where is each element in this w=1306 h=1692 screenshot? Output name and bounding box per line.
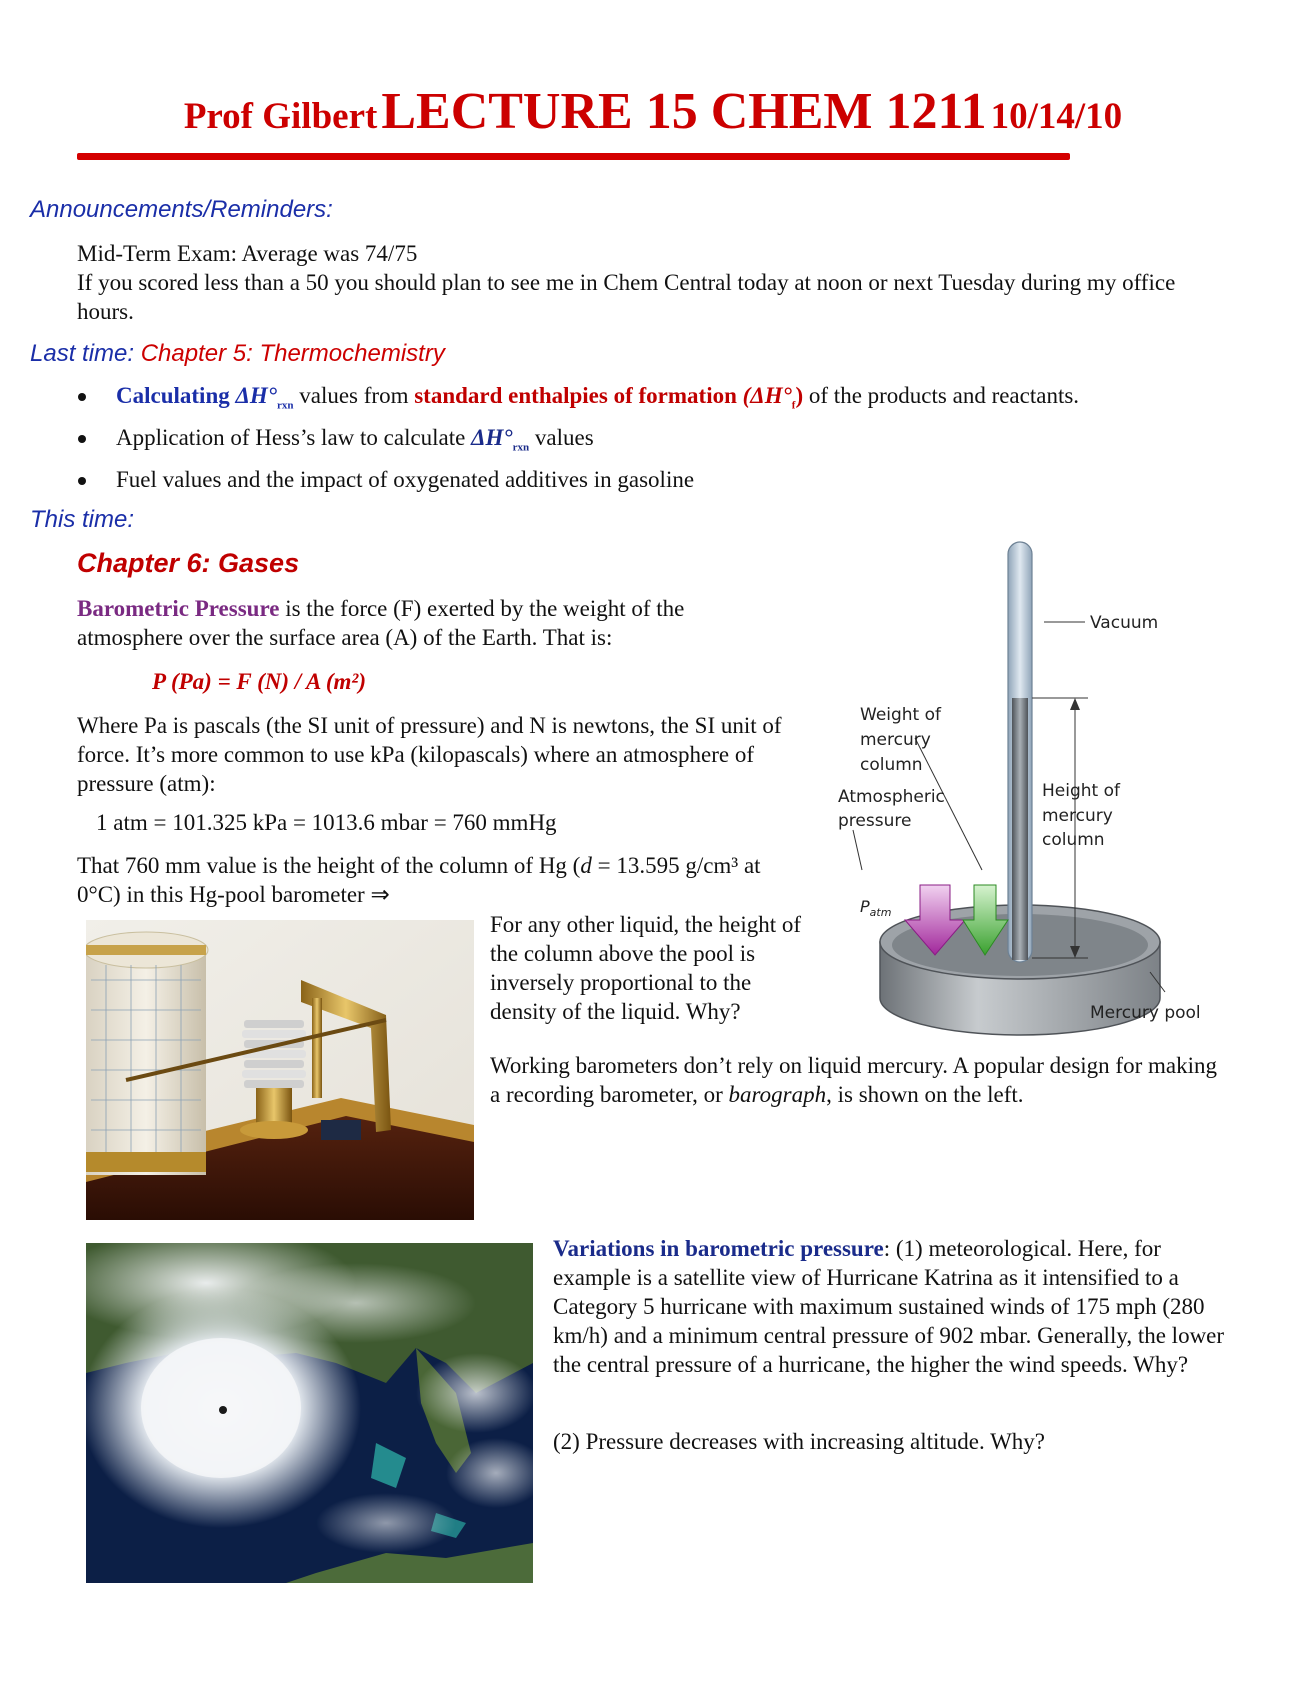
announcements-body (77, 239, 1207, 326)
page-title (0, 82, 1306, 141)
bullet-dot (78, 477, 86, 485)
label-weight-3: column (860, 755, 923, 775)
bullet-dot (78, 435, 86, 443)
title-date: 10/14/10 (990, 96, 1123, 137)
announcement-exam: Mid-Term Exam: Average was 74/75 (77, 241, 418, 266)
title-divider (77, 153, 1070, 160)
barograph-photo (86, 920, 474, 1220)
last-time-chapter: Chapter 5: Thermochemistry (140, 340, 445, 367)
pascal-paragraph: Where Pa is pascals (the SI unit of pressure) and N is newtons, the SI unit of force. It’s more common to use kPa (kilopascals) where an atmosphere of pressure (atm): (77, 713, 782, 796)
list-item: Calculating $\Delta H^\circ_{rxn}$ values from standard enthalpies of formation $(\Delta H^\circ_f)$ of the products and reactants. (76, 381, 1286, 423)
atm-equivalence: 1 atm = 101.325 kPa = 1013.6 mbar = 760 mmHg (96, 810, 557, 835)
label-patm: $P_{atm}$ (860, 897, 892, 919)
list-item: Fuel values and the impact of oxygenated additives in gasoline (76, 465, 1286, 507)
last-time-label: Last time: (30, 340, 135, 367)
altitude-paragraph: (2) Pressure decreases with increasing altitude. Why? (553, 1429, 1045, 1454)
variations-paragraph: Variations in barometric pressure: (1) meteorological. Here, for example is a satellite view of Hurricane Katrina as it intensified to a Category 5 hurricane with maximum sustained winds of 175 mph (280 km/h) and a minimum central pressure of 902 mbar. Generally, the lower the central pressure of a hurricane, the higher the wind speeds. Why? (553, 1236, 1225, 1377)
title-prof: Prof Gilbert (183, 96, 378, 137)
variations-term: Variations in barometric pressure (553, 1236, 884, 1261)
label-vacuum: Vacuum (1090, 613, 1159, 633)
label-height-2: mercury (1042, 806, 1113, 826)
bullet-dot (78, 393, 86, 401)
mercury-height-paragraph: That 760 mm value is the height of the column of Hg (d = 13.595 g/cm³ at 0°C) in this Hg-pool barometer ⇒ (77, 853, 761, 907)
announcements-heading: Announcements/Reminders: (30, 196, 333, 223)
mercury-barometer-diagram (820, 540, 1240, 1040)
list-item: Application of Hess’s law to calculate $\Delta H^\circ_{rxn}$ values (76, 423, 1286, 465)
satellite-image (86, 1243, 533, 1583)
pressure-formula: P (Pa) = F (N) / A (m²) (152, 669, 366, 694)
hurricane-katrina-satellite-image (86, 1243, 533, 1583)
barometric-term: Barometric Pressure (77, 596, 280, 621)
label-height-1: Height of (1042, 781, 1120, 801)
label-atm-2: pressure (838, 811, 912, 831)
last-time-heading (30, 340, 445, 368)
title-lecture: LECTURE 15 CHEM 1211 (381, 83, 987, 140)
announcement-office-hours: If you scored less than a 50 you should plan to see me in Chem Central today at noon or next Tuesday during my office hours. (77, 270, 1176, 324)
this-time-heading: This time: (30, 506, 135, 533)
label-weight-2: mercury (860, 730, 931, 750)
label-weight-1: Weight of (860, 705, 942, 725)
barograph-image (86, 920, 474, 1220)
working-barometer-paragraph: Working barometers don’t rely on liquid mercury. A popular design for making a recording barometer, or barograph, is shown on the left. (490, 1053, 1217, 1107)
chapter-heading: Chapter 6: Gases (77, 548, 300, 578)
label-mercury-pool: Mercury pool (1090, 1003, 1201, 1023)
label-atm-1: Atmospheric (838, 787, 945, 807)
label-height-3: column (1042, 830, 1105, 850)
barometric-paragraph: Barometric Pressure is the force (F) exerted by the weight of the atmosphere over the surface area (A) of the Earth. That is: (77, 596, 685, 650)
other-liquid-paragraph: For any other liquid, the height of the column above the pool is inversely proportional to the density of the liquid. Why? (490, 912, 802, 1024)
last-time-list (76, 381, 1286, 507)
